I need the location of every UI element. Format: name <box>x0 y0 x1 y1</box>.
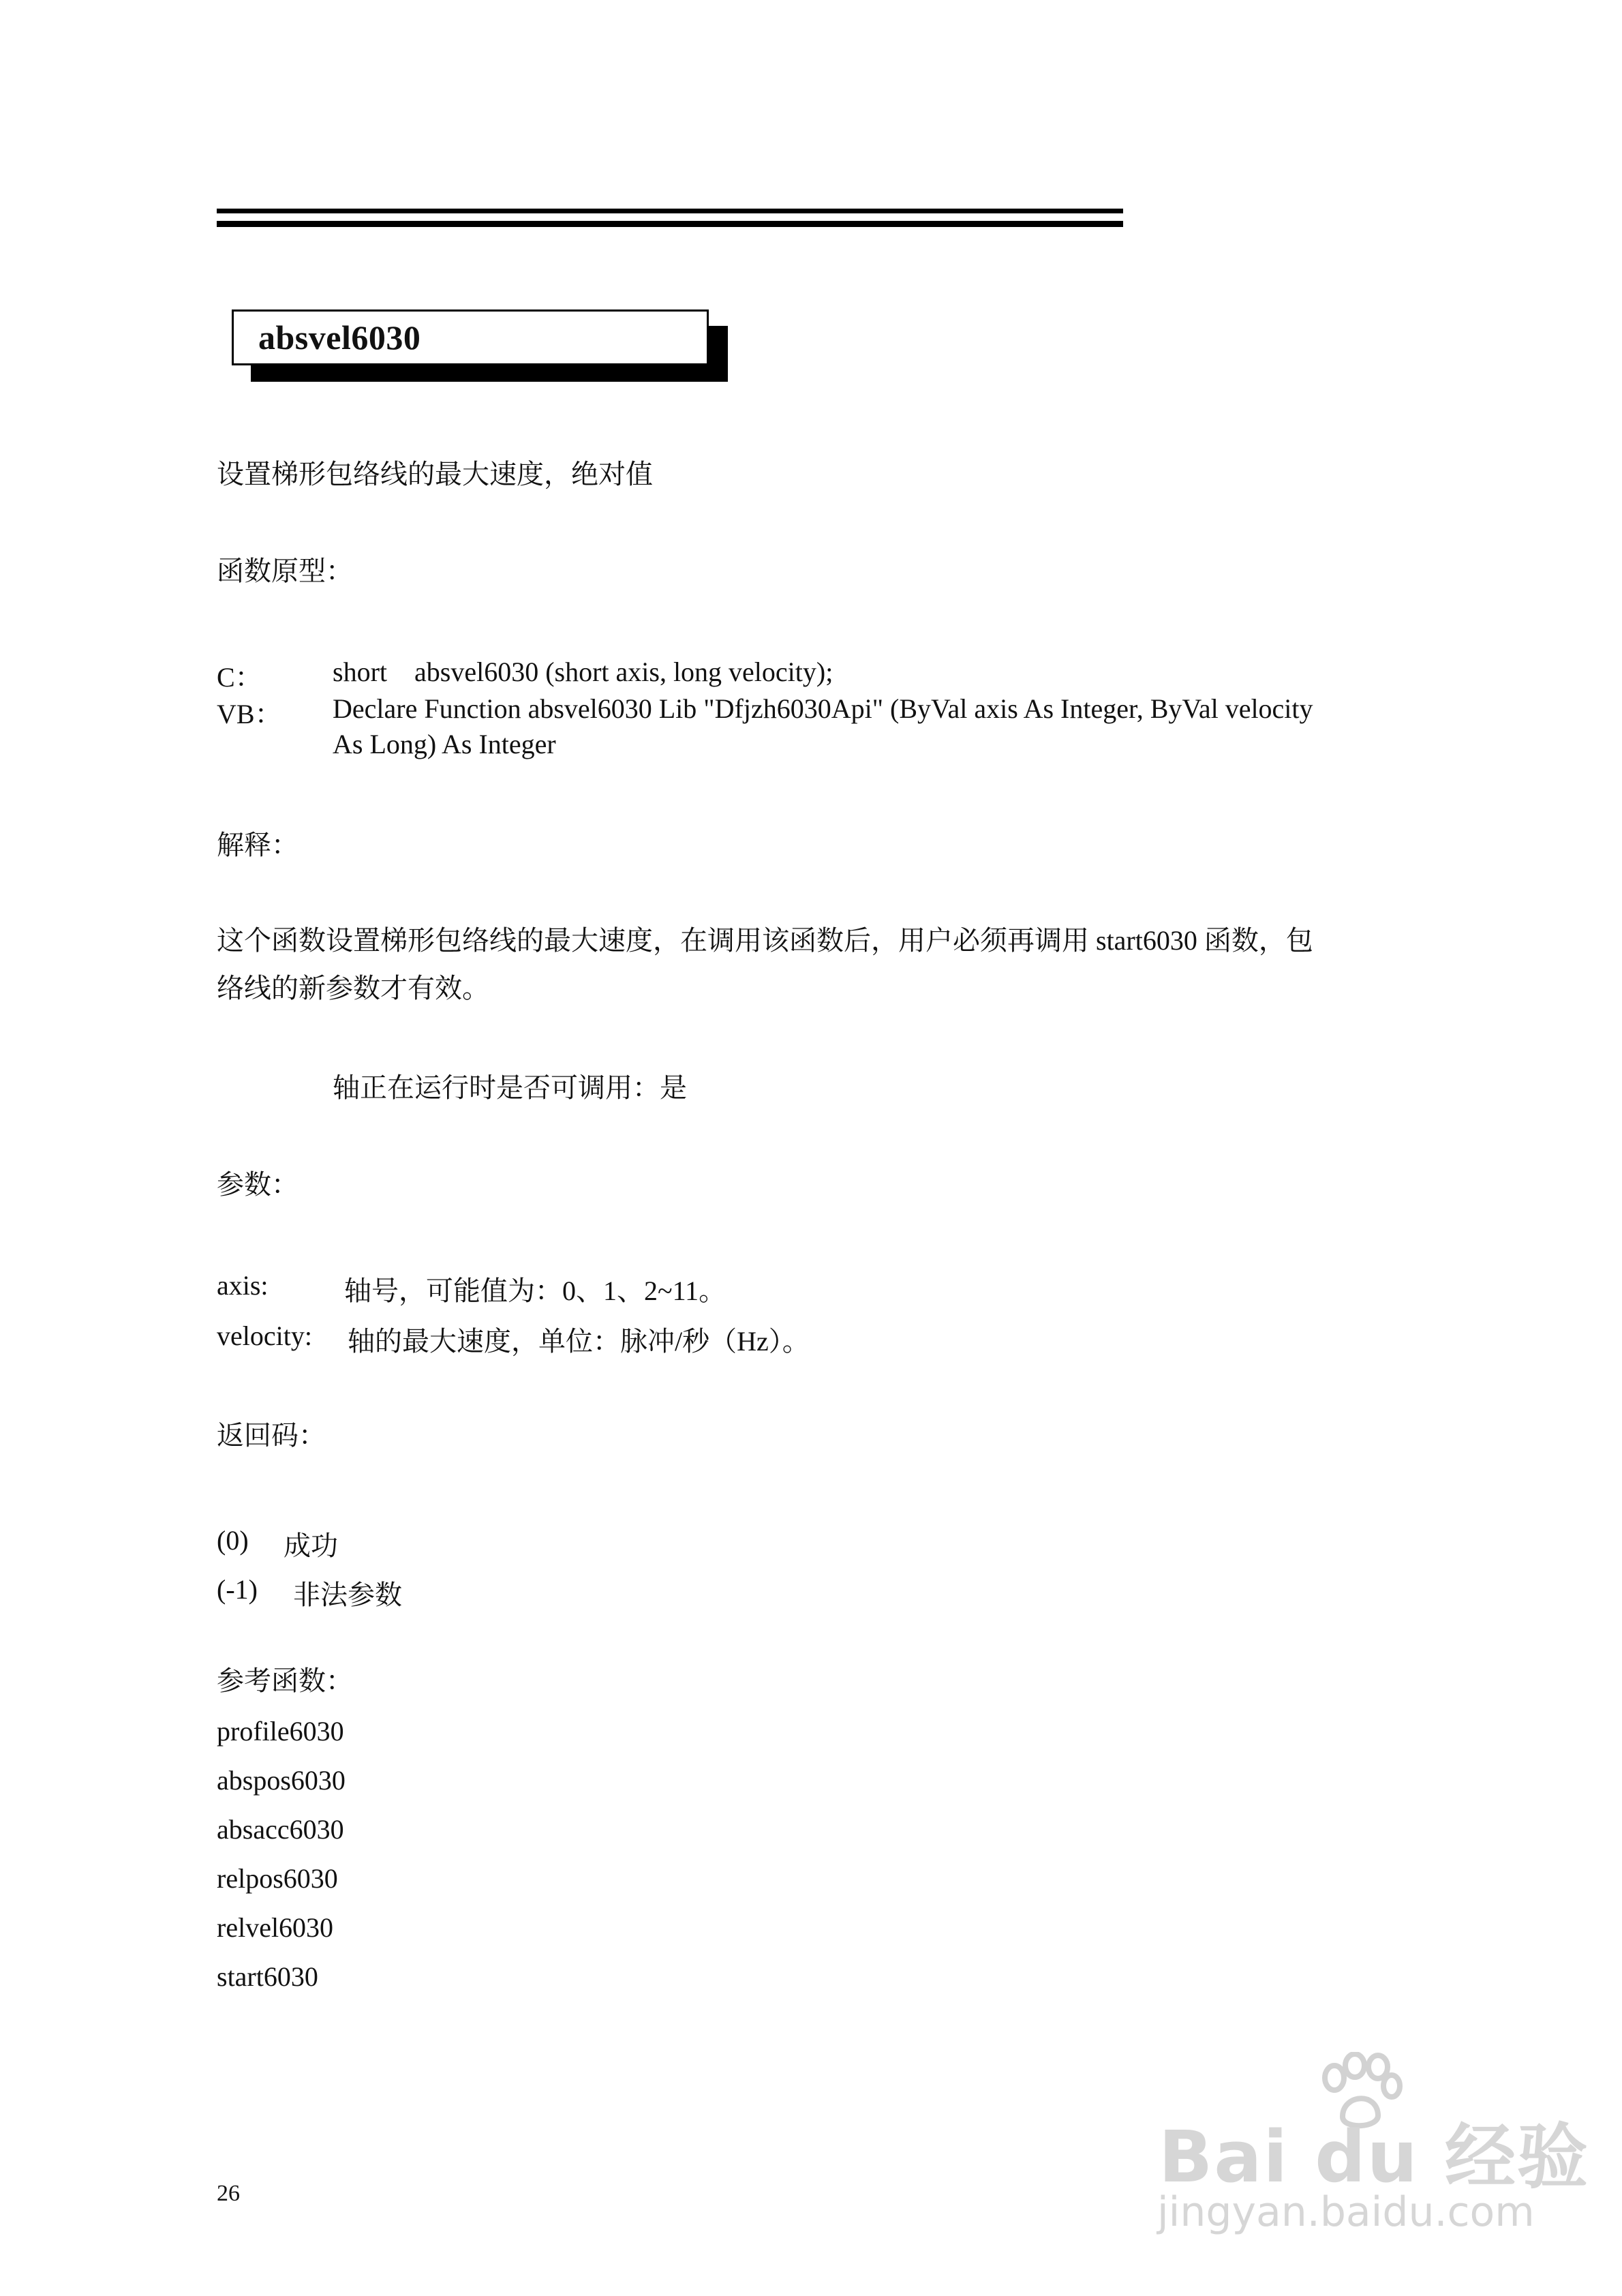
see-also-item: start6030 <box>217 1961 318 1992</box>
title-box <box>232 309 709 365</box>
see-also-item: relpos6030 <box>217 1863 338 1894</box>
param-name-axis: axis: <box>217 1270 269 1301</box>
function-title: absvel6030 <box>258 318 421 357</box>
see-also-item: absacc6030 <box>217 1814 344 1845</box>
vb-prototype-line1: Declare Function absvel6030 Lib "Dfjzh6030Api" (ByVal axis As Integer, ByVal velocity <box>333 693 1313 724</box>
header-rule-top <box>217 209 1123 213</box>
return-desc-success: 成功 <box>284 1530 338 1561</box>
see-also-item: relvel6030 <box>217 1912 334 1943</box>
explain-line-1: 这个函数设置梯形包络线的最大速度，在调用该函数后，用户必须再调用 start6030 函数，包 <box>217 925 1313 956</box>
returns-heading: 返回码： <box>217 1420 326 1451</box>
vb-label: VB： <box>217 699 282 729</box>
return-code-success: (0) <box>217 1525 249 1556</box>
param-desc-axis: 轴号，可能值为：0、1、2~11。 <box>344 1275 726 1306</box>
param-desc-velocity: 轴的最大速度，单位：脉冲/秒（Hz）。 <box>348 1326 810 1357</box>
param-name-velocity: velocity: <box>217 1320 312 1351</box>
return-code-invalid: (-1) <box>217 1574 258 1605</box>
c-prototype: short absvel6030 (short axis, long velocity); <box>333 656 833 687</box>
page-number: 26 <box>217 2181 240 2206</box>
watermark-brand: Bai du 经验 <box>1159 2115 1589 2199</box>
watermark-url: jingyan.baidu.com <box>1157 2188 1535 2236</box>
see-also-item: profile6030 <box>217 1716 344 1747</box>
params-heading: 参数： <box>217 1169 299 1200</box>
explain-heading: 解释： <box>217 830 299 860</box>
function-description: 设置梯形包络线的最大速度，绝对值 <box>217 459 653 489</box>
header-rule-bottom <box>217 221 1123 227</box>
c-label: C： <box>217 662 262 693</box>
vb-prototype-line2: As Long) As Integer <box>333 729 556 759</box>
prototype-heading: 函数原型： <box>217 556 353 586</box>
return-desc-invalid: 非法参数 <box>293 1580 402 1610</box>
see-also-item: abspos6030 <box>217 1765 346 1796</box>
see-also-heading: 参考函数： <box>217 1665 353 1696</box>
callable-note: 轴正在运行时是否可调用：是 <box>333 1072 687 1103</box>
explain-line-2: 络线的新参数才有效。 <box>217 973 489 1003</box>
